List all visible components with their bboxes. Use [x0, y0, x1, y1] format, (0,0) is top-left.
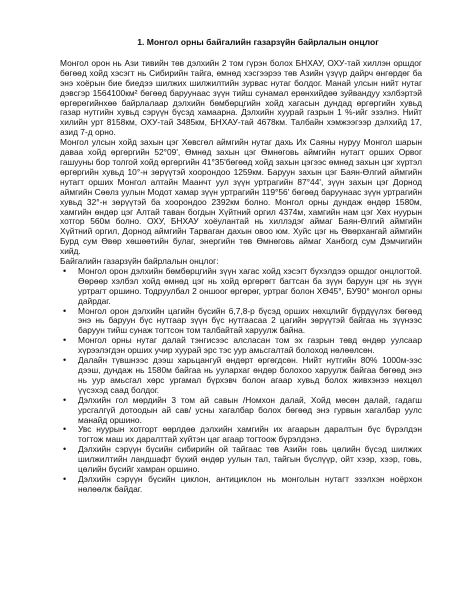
features-list: [60, 267, 422, 495]
list-item: • Дэлхийн сэрүүн бүсийн сибирийн ой тайгаас төв Азийн говь цөлийн бүсэд шилжих шилжилтийн ландшафт бүхий өндөр уулын тал, тайгын бүслүүр, ойт хээр, хээр, говь, цөлийн бүсийг хамран оршино.: [60, 445, 422, 475]
paragraph-extreme-points: Монгол улсын хойд захын цэг Хөвсгөл аймгийн нутаг дахь Их Саяны нуруу Монгол шарын даваа хойд өргөргийн 52°09', Өмнөд захын цэг Өмнөговь аймгийн нутагт орших Орвог гашууны бор толгой хойд өргөргийн 41°35'бөгөөд хойд захын цэгээс өмнөд захын цэг хүртэл өргөргийн хувьд 10°-н зөрүүтэй хоорондоо 1259км. Баруун захын цэг Баян-Өлгий аймгийн нутагт орших Монгол алтайн Маанчт уул зүүн уртрагийн 87°44', зүүн захын цэг Дорнод аймгийн Сөөлз уулын Модот хамар зүүн уртрагийн 119°56' бөгөөд баруунаас зүүн уртрагийн хувьд 32°-н зөрүүтэй ба хоорондоо 2392км болно. Монгол орны дундаж өндөр 1580м, хамгийн өндөр цэг Алтай таван богдын Хүйтний оргил 4374м, хамгийн нам цэг Хөх нуурын хотгор 560м болно. ОХУ, БНХАУ хоёулантай нь хиллэдэг аймаг Баян-Өлгий аймгийн Хүйтний оргил, Дорнод аймгийн Тарваган дахын овоо юм. Хуйс цэг нь Өвөрхангай аймгийн Бурд сум Өвөр хөшөөтийн булаг, энергийн төв Өмнөговь аймаг Ханбогд сум Дэмчигийн хийд.: [60, 137, 422, 257]
list-item: • Далайн түвшнээс дээш харьцангуй өндөрт өргөгдсөн. Нийт нутгийн 80% 1000м-ээс дээш, дундаж нь 1580м байгаа нь уулархаг өндөр болохоо харуулж байгаа бөгөөд энэ нь уур амьсгал хөрс ургамал бүрхэвч болон агаар хувьд болох живхэнээ нөхцөл үүсэхэд саад болдог.: [60, 356, 422, 396]
document-page: [60, 38, 422, 495]
list-item: • Увс нуурын хотгорт өөрлдөө дэлхийн хамгийн их агаарын даралтын бүс бүрэлдэн тогтож маш их даралттай хүйтэн цаг агаар тогтоож бүрэлдэнэ.: [60, 425, 422, 445]
paragraph-overview: Монгол орон нь Ази тивийн төв дэлхийн 2 том гүрэн болох БНХАУ, ОХУ-тай хиллэн оршдог бөгөөд хойд хэсэгт нь Сибирийн тайга, өмнөд хэсгээрээ төв Азийн үзүүр дайрч өнгөрдөг ба энэ хоёрын бие биедээ шилжих шилжилтийн зурвас нутаг болдог. Манай улсын нийт нутаг дэвсгэр 1564100км² бөгөөд баруунаас зүүн тийш сунамал ерөнхийдөө зуйвандуу хэлбэртэй өргөрөгийнхөө байрлалаар дэлхийн бөмбөрцгийн хойд хагасын дундад өргөргийн хувьд газар нутгийн хувьд сэрүүн бүсэд хамаарна. Дэлхийн хуурай газрын 1 %-ийг эзэлнэ. Нийт хилийн урт 8158км, ОХУ-тай 3485км, БНХАУ-тай 4678км. Талбайн хэмжээгээр дэлхийд 17, азид 7-д орно.: [60, 57, 422, 138]
list-item: • Дэлхийн гол мөрдийн 3 том ай савын /Номхон далай, Хойд мөсөн далай, гадагш урсгалгүй дотоодын ай сав/ усны хагалбар болох бөгөөд энэ гурвын хагалбар уулс манайд оршино.: [60, 396, 422, 426]
list-item: • Монгол орон дэлхийн цагийн бүсийн 6,7,8-р бүсэд орших нөхцлийг бүрдүүлэх бөгөөд энэ нь баруун бүс нутгаар зүүн бүс нутгаасаа 2 цагийн зөрүүтэй байгаа нь зүүнээс баруун тийш сунаж тогтсон том талбайтай харуулж байна.: [60, 307, 422, 337]
list-item: • Монгол орны нутаг далай тэнгисээс алсласан том эх газрын төвд өндөр уулсаар хүрээлэгдэн орших учир хуурай эрс тэс уур амьсгалтай болоход нөлөөлсөн.: [60, 336, 422, 356]
section-title: 1. Монгол орны байгалийн газарзүйн байрлалын онцлог: [137, 37, 379, 47]
features-heading: Байгалийн газарзүйн байрлалын онцлог:: [60, 256, 219, 267]
list-item: • Монгол орон дэлхийн бөмбөрцгийн зүүн хагас хойд хэсэгт бүхэлдээ оршдог онцлогтой. Өөрөөр хэлбэл хойд өмнөд цэг нь хойд өргөрөгт багтсан ба зүүн баруун цэг нь зүүн уртрагт оршино. Тодруулбал 2 оншоог өргөрөг, уртраг болон ХӨ45°, БУ90° монгол орны дайрдаг.: [60, 267, 422, 307]
list-item: • Дэлхийн сэрүүн бүсийн циклон, антициклон нь монголын нутагт эзэлхэн ноёрхон нөлөөлж байдаг.: [60, 475, 422, 495]
